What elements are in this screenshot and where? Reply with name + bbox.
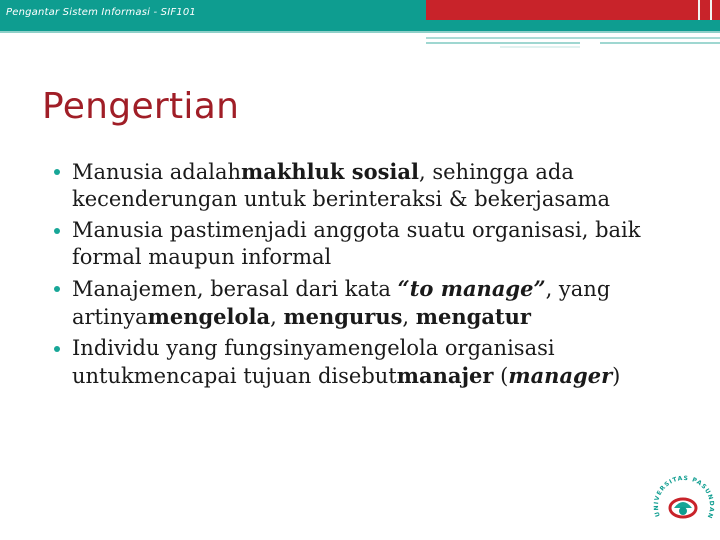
bullet-text: mengelola [147, 304, 271, 329]
university-logo [646, 466, 720, 540]
logo-text: UNIVERSITAS PASUNDAN [652, 474, 716, 520]
bullet-text: mengatur [415, 304, 531, 329]
bullet-text: menjadi anggota suatu organisasi, baik formal maupun informal [72, 218, 641, 269]
bullet-text: Manusia adalah [72, 160, 242, 184]
bullet-dot-icon [54, 286, 60, 292]
bullet-text: , [270, 305, 284, 329]
bullet-text: ( [493, 364, 509, 388]
course-title: Pengantar Sistem Informasi - SIF101 [6, 7, 196, 18]
bullet-dot-icon [54, 169, 60, 175]
bullet-text: mengelola organisasi untuk [72, 336, 555, 388]
header-accent-bar [426, 0, 720, 20]
accent-tick [710, 0, 712, 20]
bullet-text: Individu yang fungsinya [72, 336, 328, 360]
bullet-text: makhluk sosial [241, 159, 419, 184]
bullet-text: mencapai tujuan disebut [133, 364, 397, 388]
bullet-text: manajer [396, 363, 494, 388]
bullet-list [50, 158, 670, 394]
page-title: Pengertian [42, 86, 240, 127]
bullet-item [50, 335, 670, 390]
header-banner [0, 0, 720, 32]
bullet-item [50, 217, 670, 271]
bullet-text: mengurus [283, 304, 403, 329]
bullet-item [50, 158, 670, 213]
bullet-item [50, 275, 670, 331]
bullet-text: manager [508, 363, 613, 388]
bullet-dot-icon [54, 346, 60, 352]
bullet-text: , sehingga ada kecenderungan untuk berinteraksi & bekerjasama [72, 160, 611, 211]
bullet-text: ) [612, 364, 621, 388]
bullet-text: “to manage” [397, 276, 546, 301]
bullet-text: , [402, 305, 416, 329]
accent-tick [698, 0, 700, 20]
header-decoration-lines [0, 30, 720, 50]
bullet-dot-icon [54, 228, 60, 234]
bullet-text: , yang artinya [72, 277, 611, 329]
bullet-text: Manajemen, berasal dari kata [72, 277, 398, 301]
bullet-text: Manusia pasti [72, 218, 222, 242]
